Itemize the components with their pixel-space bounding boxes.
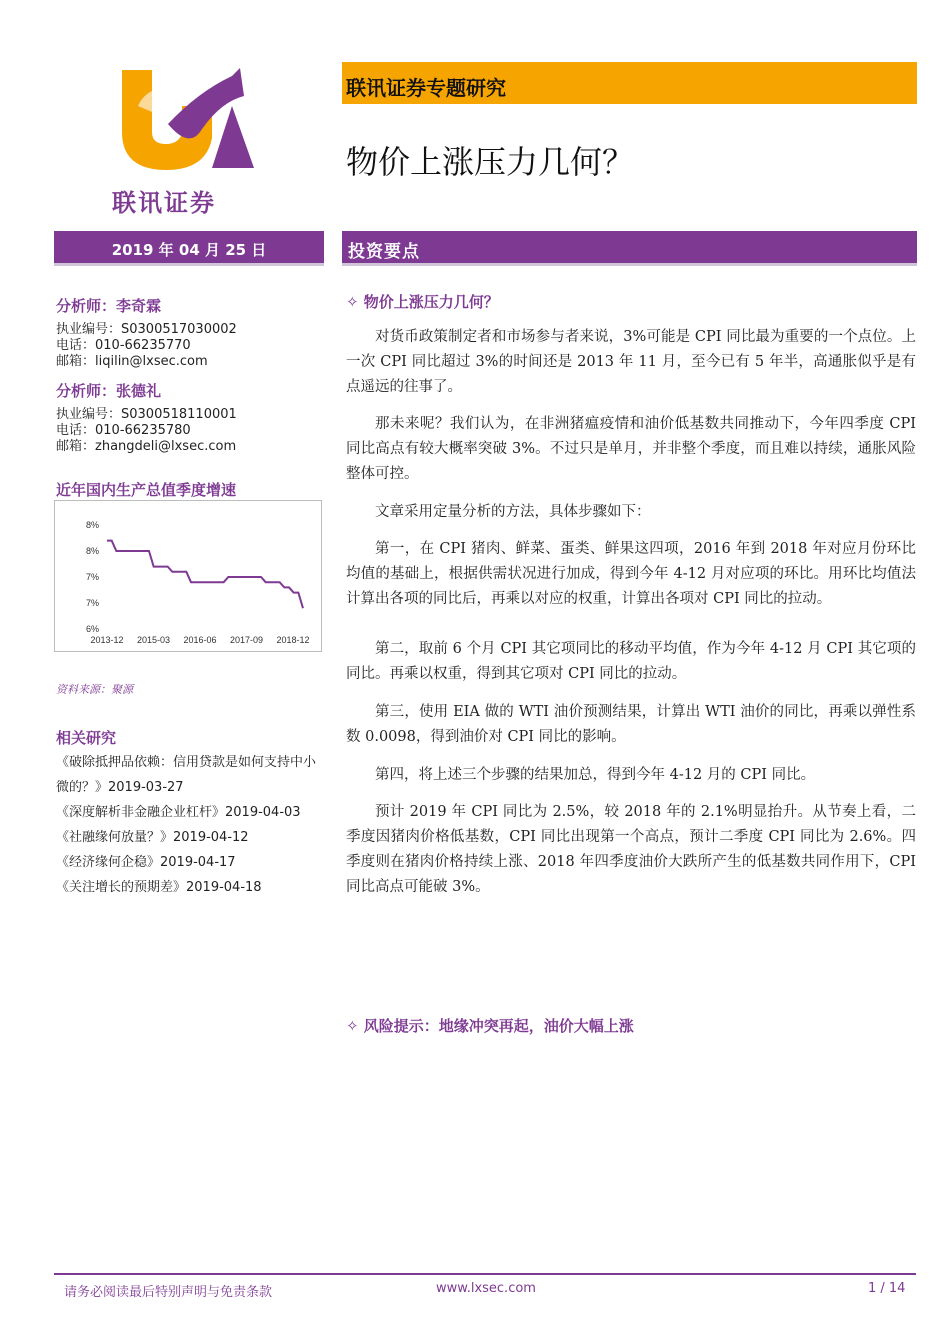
related-item[interactable]: 《深度解析非金融企业杠杆》2019-04-03 — [56, 805, 301, 820]
analyst-license: 执业编号：S0300518110001 — [56, 407, 237, 422]
logo-wordmark: 联讯证券 — [112, 188, 216, 217]
key-points-title: 投资要点 — [348, 242, 420, 262]
paragraph: 预计 2019 年 CPI 同比为 2.5%，较 2018 年的 2.1%明显抬升。从节奏上看，二季度因猪肉价格低基数，CPI 同比出现第一个高点，预计二季度 CPI 同比为 2.6%。四季度则在猪肉价格持续上涨、2018 年四季度油价大跌所产生的低基数共同作用下，CPI 同比高点可能破 3%。 — [346, 804, 916, 895]
analyst-block — [56, 295, 321, 370]
report-date: 2019 年 04 月 25 日 — [111, 241, 267, 259]
y-tick-label: 6% — [85, 624, 99, 634]
related-item[interactable]: 《关注增长的预期差》2019-04-18 — [56, 880, 262, 895]
paragraph: 第三，使用 EIA 做的 WTI 油价预测结果，计算出 WTI 油价的同比，再乘以弹性系数 0.0098，得到油价对 CPI 同比的影响。 — [346, 704, 916, 745]
footer-website[interactable]: www.lxsec.com — [436, 1281, 536, 1296]
y-tick-label: 7% — [85, 572, 99, 582]
related-item[interactable]: 《社融缘何放量？》2019-04-12 — [56, 830, 249, 845]
analyst-email[interactable]: 邮箱：zhangdeli@lxsec.com — [56, 439, 237, 454]
gdp-chart — [54, 500, 322, 652]
paragraph: 第一，在 CPI 猪肉、鲜菜、蛋类、鲜果这四项，2016 年到 2018 年对应月份环比均值的基础上，根据供需状况进行加成，得到今年 4-12 月对应项的环比。用环比均值法计算出各项的同比后，再乘以对应的权重，计算出各项对 CPI 同比的拉动。 — [346, 541, 916, 607]
related-list — [56, 750, 321, 900]
chart-source: 资料来源：聚源 — [56, 683, 133, 696]
analyst-email[interactable]: 邮箱：liqilin@lxsec.com — [56, 354, 208, 369]
page-title: 物价上涨压力几何？ — [346, 143, 635, 181]
analyst-phone: 电话：010-66235770 — [56, 338, 191, 353]
analyst-name: 分析师：李奇霖 — [56, 297, 162, 315]
x-tick-label: 2016-06 — [183, 635, 217, 645]
analyst-license: 执业编号：S0300517030002 — [56, 322, 237, 337]
series-line — [107, 541, 303, 609]
related-item[interactable]: 《经济缘何企稳》2019-04-17 — [56, 855, 236, 870]
y-tick-label: 8% — [85, 546, 99, 556]
related-title: 相关研究 — [56, 729, 117, 747]
y-tick-label: 7% — [85, 598, 99, 608]
footer-disclaimer[interactable]: 请务必阅读最后特别声明与免责条款 — [64, 1285, 273, 1300]
analyst-name: 分析师：张德礼 — [56, 382, 162, 400]
analyst-phone: 电话：010-66235780 — [56, 423, 191, 438]
paragraph: 第四，将上述三个步骤的结果加总，得到今年 4-12 月的 CPI 同比。 — [375, 767, 816, 783]
page-number: 1 / 14 — [868, 1281, 906, 1296]
section-heading: ✧ 物价上涨压力几何？ — [346, 293, 499, 311]
paragraph: 文章采用定量分析的方法，具体步骤如下： — [375, 504, 651, 520]
x-tick-label: 2015-03 — [136, 635, 171, 645]
logo-icon — [108, 62, 278, 187]
paragraph: 那未来呢？我们认为，在非洲猪瘟疫情和油价低基数共同推动下，今年四季度 CPI 同比高点有较大概率突破 3%。不过只是单月，并非整个季度，而且难以持续，通胀风险整体可控。 — [346, 416, 916, 482]
analyst-block — [56, 380, 321, 455]
related-item[interactable]: 《破除抵押品依赖：信用贷款是如何支持中小微的？》2019-03-27 — [56, 755, 317, 795]
risk-heading: ✧ 风险提示：地缘冲突再起，油价大幅上涨 — [346, 1017, 634, 1035]
x-tick-label: 2018-12 — [276, 635, 310, 645]
gdp-chart-plot — [55, 501, 321, 651]
footer-divider — [54, 1273, 916, 1275]
key-points-bar — [342, 231, 917, 266]
y-tick-label: 8% — [85, 520, 99, 530]
x-tick-label: 2013-12 — [90, 635, 124, 645]
paragraph: 第二，取前 6 个月 CPI 其它项同比的移动平均值，作为今年 4-12 月 CPI 其它项的同比。再乘以权重，得到其它项对 CPI 同比的拉动。 — [346, 641, 916, 682]
x-tick-label: 2017-09 — [229, 635, 264, 645]
chart-title: 近年国内生产总值季度增速 — [56, 481, 237, 499]
paragraph: 对货币政策制定者和市场参与者来说，3%可能是 CPI 同比最为重要的一个点位。上一次 CPI 同比超过 3%的时间还是 2013 年 11 月，至今已有 5 年半，高通胀似乎是有点遥远的往事了。 — [346, 329, 916, 395]
report-series: 联讯证券专题研究 — [346, 76, 506, 100]
